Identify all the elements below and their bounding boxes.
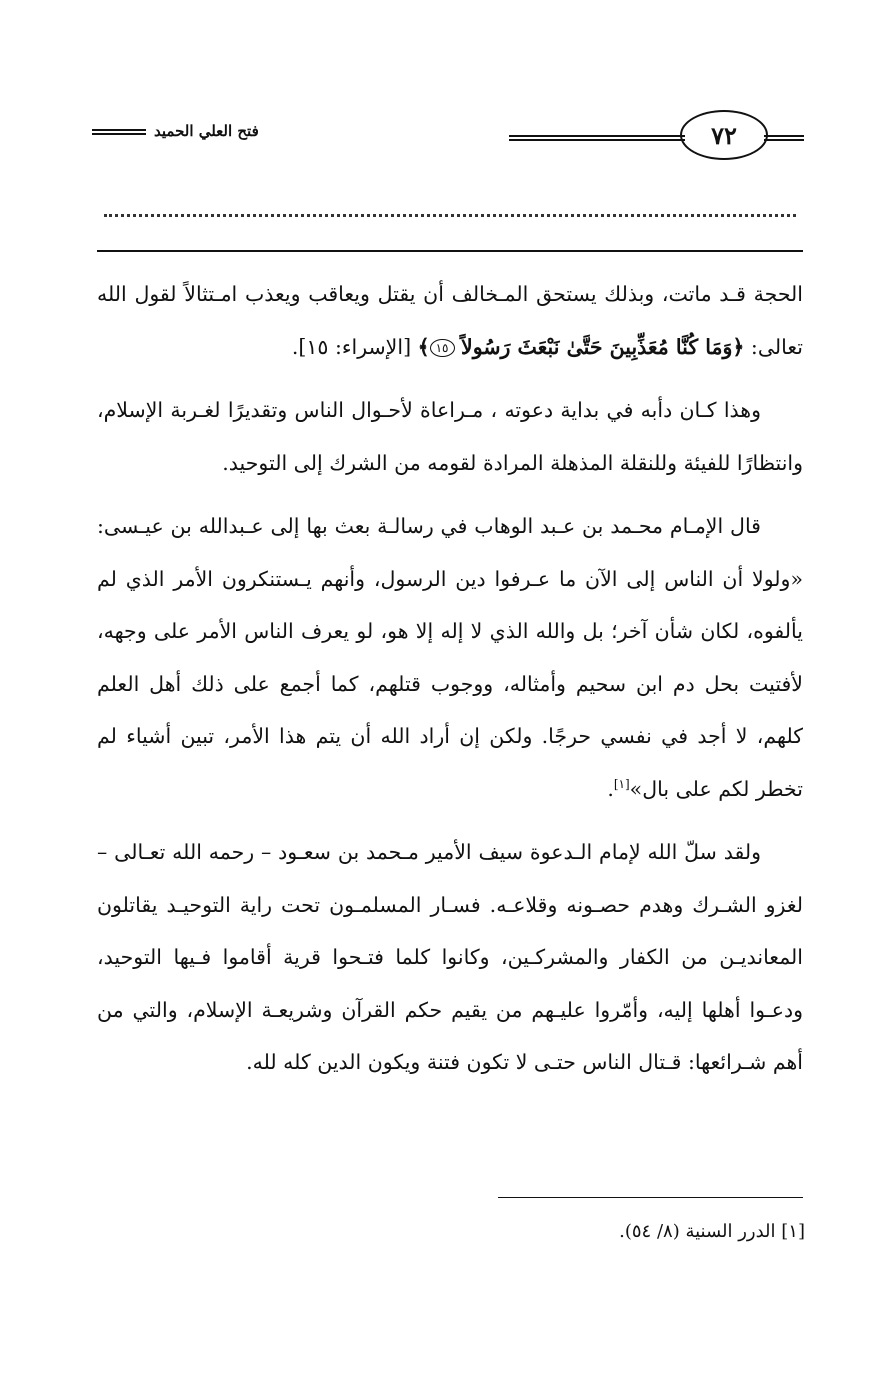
ayah-number-mark: ١٥ <box>430 339 455 357</box>
page-number: ٧٢ <box>680 110 768 160</box>
page-header <box>92 108 804 164</box>
p3-end: . <box>607 776 614 801</box>
quran-verse: ﴿وَمَا كُنَّا مُعَذِّبِينَ حَتَّىٰ نَبْعَثَ رَسُولاً <box>461 334 745 359</box>
book-title: فتح العلي الحميد <box>154 122 259 140</box>
quran-close-bracket: ﴾ <box>417 334 430 359</box>
footnote-reference: [١] <box>613 776 630 791</box>
paragraph-2: وهذا كـان دأبه في بداية دعوته ، مـراعاة لأحـوال الناس وتقديرًا لغـربة الإسلام، وانتظارًا للفيئة وللنقلة المذهلة المرادة لقومه من الشرك إلى التوحيد. <box>97 398 803 475</box>
header-ornament-line <box>509 135 685 141</box>
top-rule <box>97 250 803 252</box>
header-ornament-left <box>92 129 146 135</box>
paragraph-3 <box>97 500 803 815</box>
paragraph-4: ولقد سلّ الله لإمام الـدعوة سيف الأمير مـحمد بن سعـود – رحمه الله تعـالى – لغزو الشـرك وهدم حصـونه وقلاعـه. فسـار المسلمـون تحت راية التوحيـد يقاتلون المعانديـن من الكفار والمشركـين، وكانوا كلما فتـحوا قرية أقاموا فـيها التوحيد، ودعـوا أهلها إليه، وأمّروا عليـهم من يقيم حكم القرآن وشريعـة الإسلام، والتي من أهم شـرائعها: قـتال الناس حتـى لا تكون فتنة ويكون الدين كله لله. <box>97 840 803 1074</box>
main-text <box>97 268 803 1089</box>
footnote-separator <box>498 1197 803 1198</box>
p3-text: قال الإمـام محـمد بن عـبد الوهاب في رسالـة بعث بها إلى عـبدالله بن عيـسى: «ولولا أن الناس إلى الآن ما عـرفوا دين الرسول، وأنهم يـستنكرون الأمر الذي لم يألفوه، لكان شأن آخر؛ بل والله الذي لا إله إلا هو، لو يعرف الناس الأمر على وجهه، لأفتيت بحل دم ابن سحيم وأمثاله، ووجوب قتلهم، كما أجمع على ذلك أهل العلم كلهم، لا أجد في نفسي حرجًا. ولكن إن أراد الله أن يتم هذا الأمر، تبين أشياء لم تخطر لكم على بال» <box>97 514 803 801</box>
paragraph-1 <box>97 268 803 373</box>
dotted-separator <box>104 214 796 217</box>
verse-citation: [الإسراء: ١٥]. <box>291 334 418 359</box>
p1-intro: الحجة قـد ماتت، وبذلك يستحق المـخالف أن يقتل ويعاقب ويعذب امـتثالاً لقول الله تعالى: <box>97 282 803 359</box>
header-ornament-right <box>764 135 804 141</box>
footnote-1: [١] الدرر السنية (٨/ ٥٤). <box>619 1221 805 1242</box>
